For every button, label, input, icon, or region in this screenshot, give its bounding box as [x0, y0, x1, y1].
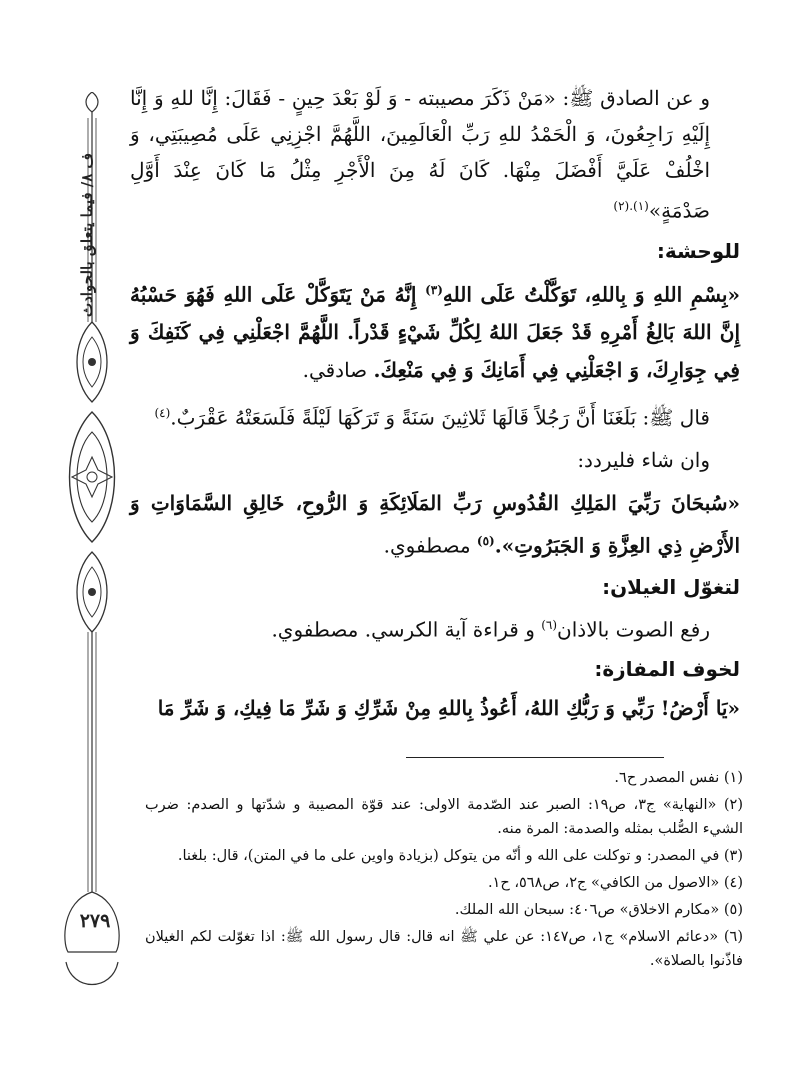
source-label: صادقي.: [302, 358, 374, 383]
paragraph-subhan: [130, 484, 740, 565]
dua-text-continued: إِنَّهُ مَنْ يَتَوَكَّلْ عَلَى اللهِ فَهُوَ حَسْبُهُ إِنَّ اللهَ بَالِغُ أَمْرِهِ قَدْ جَعَلَ اللهُ لِكُلِّ شَيْءٍ قَدْراً. اللَّهُمَّ اجْعَلْنِي فِي كَنَفِكَ وَ فِي جِوَارِكَ، وَ اجْعَلْنِي فِي أَمَانِكَ وَ فِي مَنْعِكَ.: [130, 282, 740, 383]
footnotes: [145, 766, 743, 976]
footnote-ref: (١).(٢): [613, 199, 649, 213]
footnote-5: (٥) «مكارم الاخلاق» ص٤٠٦: سبحان الله الملك.: [454, 902, 743, 918]
footnote-ref: (٦): [541, 617, 558, 632]
hadith-text: و عن الصادق ﷺ: «مَنْ ذَكَرَ مصيبته - وَ لَوْ بَعْدَ حِينٍ - فَقَالَ: إِنَّا للهِ وَ إِنَّا إِلَيْهِ رَاجِعُونَ، وَ الْحَمْدُ للهِ رَبِّ الْعَالَمِينَ، اللَّهُمَّ اجْزِنِي عَلَى مُصِيبَتِي، وَ اخْلُفْ عَلَيَّ أَفْضَلَ مِنْهَا. كَانَ لَهُ مِنَ الْأَجْرِ مِثْلُ مَا كَانَ عِنْدَ أَوَّلِ صَدْمَةٍ»: [130, 86, 710, 223]
heading-ghilan: لتغوّل الغيلان:: [602, 574, 740, 599]
running-head: ف ٨/ فيما يتعلق بالحوادث: [78, 152, 96, 318]
footnote-ref: (٥): [476, 533, 495, 548]
page-number: ٢٧٩: [79, 910, 111, 932]
adhan-text-continued: و قراءة آية الكرسي. مصطفوي.: [271, 617, 542, 642]
tasbih-text: «سُبحَانَ رَبِّيَ المَلِكِ القُدُوسِ رَبِّ المَلَائِكَةِ وَ الرُّوحِ، خَالِقِ السَّمَاوَاتِ وَ الأَرْضِ ذِي العِزَّةِ وَ الجَبَرُوتِ».: [130, 490, 740, 558]
paragraph-repeat: وان شاء فليردد:: [577, 447, 710, 472]
paragraph-ya-ard: «يَا أَرْضُ! رَبِّي وَ رَبُّكِ اللهُ، أَعُوذُ بِاللهِ مِنْ شَرِّكِ وَ شَرِّ مَا فِيكِ، وَ شَرِّ مَا: [157, 696, 740, 721]
narration-text: قال ﷺ: بَلَغَنَا أَنَّ رَجُلاً قَالَهَا ثَلاثِينَ سَنَةً وَ تَرَكَهَا لَيْلَةً فَلَسَعَتْهُ عَقْرَبٌ.: [170, 405, 710, 430]
footnote-2: (٢) «النهاية» ج٣، ص١٩: الصبر عند الصّدمة الاولى: عند قوّة المصيبة و شدّتها و الصدم: ضرب الشيء الصُّلب بمثله والصدمة: المرة منه.: [145, 797, 743, 837]
main-text: [130, 80, 740, 733]
adhan-text: رفع الصوت بالاذان: [557, 617, 710, 642]
source-label: مصطفوي.: [383, 533, 477, 558]
paragraph-wahsha-dua: [130, 271, 740, 390]
footnote-divider: [406, 757, 664, 758]
dua-text: «بِسْمِ اللهِ وَ بِاللهِ، تَوَكَّلْتُ عَلَى اللهِ: [442, 282, 740, 307]
paragraph-sadiq-hadith: [130, 80, 740, 229]
footnote-ref: (٣): [425, 282, 443, 297]
paragraph-adhan: [130, 607, 740, 648]
footnote-ref: (٤): [154, 406, 171, 421]
paragraph-scorpion: [130, 395, 740, 436]
footnote-1: (١) نفس المصدر ح٦.: [614, 770, 743, 786]
footnote-4: (٤) «الاصول من الكافي» ج٢، ص٥٦٨، ح١.: [487, 875, 743, 891]
footnote-6: (٦) «دعائم الاسلام» ج١، ص١٤٧: عن علي ﷺ انه قال: قال رسول الله ﷺ: اذا تغوّلت لكم الغيلان فاذّنوا بالصلاة».: [145, 929, 743, 969]
footnote-3: (٣) في المصدر: و توكلت على الله و أنّه من يتوكل (بزيادة واوين على ما في المتن)، قال: بلغنا.: [177, 848, 743, 864]
heading-wahsha: للوحشة:: [656, 238, 740, 263]
heading-mafaza: لخوف المفازة:: [594, 657, 740, 682]
